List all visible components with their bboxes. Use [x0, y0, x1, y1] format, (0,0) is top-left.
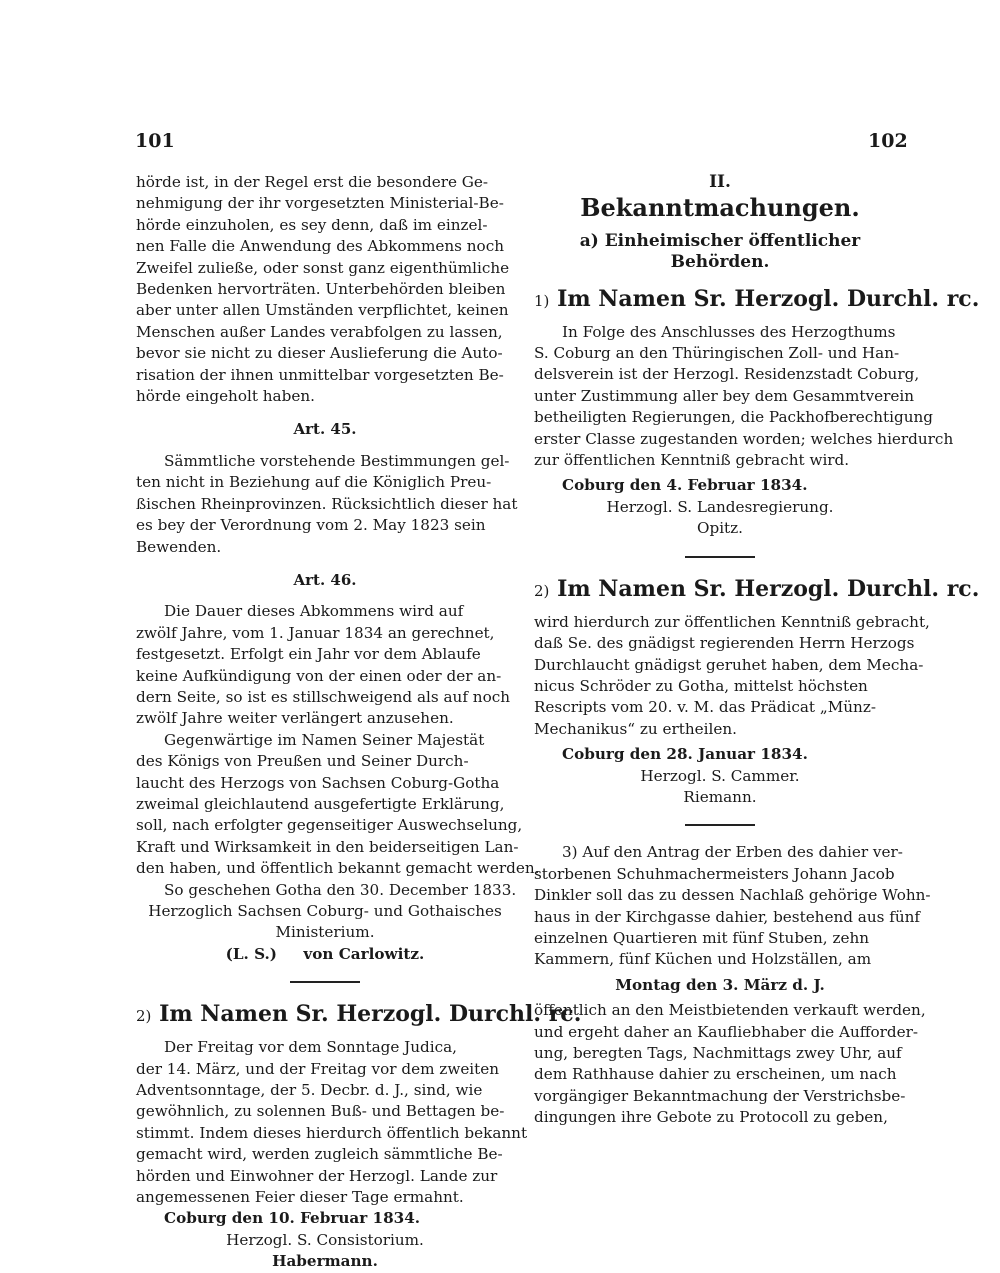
- text-line: wird hierdurch zur öffentlichen Kenntniß gebracht,: [534, 612, 930, 631]
- text-line: betheiligten Regierungen, die Packhofberechtigung: [534, 408, 933, 427]
- text-line: zwölf Jahre weiter verlängert anzusehen.: [136, 709, 454, 728]
- right-paragraph-3: [534, 842, 931, 970]
- text-line: Gegenwärtige im Namen Seiner Majestät: [164, 730, 485, 749]
- text-line: Menschen außer Landes verabfolgen zu lassen,: [136, 322, 503, 341]
- text-line: Mechanikus“ zu ertheilen.: [534, 719, 737, 738]
- subsection-title: a) Einheimischer öffentlicher Behörden.: [579, 230, 861, 273]
- text-line: storbenen Schuhmachermeisters Johann Jacob: [534, 864, 895, 883]
- text-line: In Folge des Anschlusses des Herzogthums: [562, 322, 896, 341]
- heading-number: 2): [136, 1007, 152, 1026]
- text-line: der 14. März, und der Freitag vor dem zweiten: [136, 1059, 500, 1078]
- text-line: haus in der Kirchgasse dahier, bestehend aus fünf: [534, 907, 921, 926]
- text-line: unter Zustimmung aller bey dem Gesammtverein: [534, 386, 914, 405]
- text-line: es bey der Verordnung vom 2. May 1823 sein: [136, 516, 486, 535]
- landesregierung-signature: [534, 475, 906, 539]
- ministry-signature: [136, 901, 514, 944]
- text-line: hörde einzuholen, es sey denn, daß im einzel-: [136, 215, 488, 234]
- text-line: angemessenen Feier dieser Tage ermahnt.: [136, 1188, 464, 1207]
- text-line: laucht des Herzogs von Sachsen Coburg-Gotha: [136, 773, 500, 792]
- text-line: Kraft und Wirksamkeit in den beiderseitigen Lan-: [136, 837, 519, 856]
- text-line: zweimal gleichlautend ausgefertigte Erklärung,: [136, 794, 505, 813]
- text-line: einzelnen Quartieren mit fünf Stuben, zehn: [534, 928, 870, 947]
- text-line: nen Falle die Anwendung des Abkommens noch: [136, 237, 504, 256]
- text-line: den haben, und öffentlich bekannt gemacht werden.: [136, 859, 540, 878]
- text-line: Ministerium.: [275, 923, 375, 942]
- section-number: II.: [709, 172, 731, 192]
- heading-text: Im Namen Sr. Herzogl. Durchl. rc.: [557, 575, 980, 602]
- announcement-heading-2-left: [136, 999, 582, 1031]
- text-line: Herzogl. S. Landesregierung.: [606, 497, 834, 516]
- text-line: gemacht wird, werden zugleich sämmtliche Be-: [136, 1145, 503, 1164]
- text-line: (L. S.) von Carlowitz.: [225, 944, 425, 963]
- page-number-right: 102: [868, 130, 908, 152]
- text-line: aber unter allen Umständen verpflichtet, keinen: [136, 301, 509, 320]
- text-line: 3) Auf den Antrag der Erben des dahier ver-: [562, 843, 903, 862]
- text-line: dem Rathhause dahier zu erscheinen, um nach: [534, 1065, 897, 1084]
- text-line: dingungen ihre Gebote zu Protocoll zu geben,: [534, 1108, 888, 1127]
- text-line: S. Coburg an den Thüringischen Zoll- und Han-: [534, 344, 900, 363]
- text-line: Kammern, fünf Küchen und Holzställen, am: [534, 950, 872, 969]
- right-paragraph-2: [534, 612, 930, 740]
- place-date-line: [136, 880, 517, 901]
- text-line: Sämmtliche vorstehende Bestimmungen gel-: [164, 451, 510, 470]
- text-line: Die Dauer dieses Abkommens wird auf: [164, 602, 464, 621]
- text-line: Coburg den 28. Januar 1834.: [562, 745, 808, 764]
- heading-number: 1): [534, 291, 550, 310]
- text-line: Coburg den 10. Februar 1834.: [164, 1209, 421, 1228]
- text-line: Durchlaucht gnädigst geruhet haben, dem Mecha-: [534, 655, 924, 674]
- text-line: Dinkler soll das zu dessen Nachlaß gehörige Wohn-: [534, 886, 931, 905]
- right-paragraph-4: [534, 1000, 926, 1128]
- announcement-heading-1: [534, 284, 980, 316]
- right-paragraph-1: [534, 322, 954, 472]
- text-line: des Königs von Preußen und Seiner Durch-: [136, 752, 469, 771]
- text-line: Riemann.: [683, 787, 757, 806]
- cammer-signature: [534, 744, 906, 808]
- left-paragraph-5: [136, 1037, 528, 1208]
- text-line: festgesetzt. Erfolgt ein Jahr vor dem Ablaufe: [136, 645, 481, 664]
- text-line: keine Aufkündigung von der einen oder der an-: [136, 666, 502, 685]
- text-line: So geschehen Gotha den 30. December 1833.: [164, 880, 517, 899]
- text-line: delsverein ist der Herzogl. Residenzstadt Coburg,: [534, 365, 920, 384]
- left-paragraph-1: [136, 172, 514, 407]
- text-line: stimmt. Indem dieses hierdurch öffentlich bekannt: [136, 1123, 528, 1142]
- text-line: erster Classe zugestanden worden; welches hierdurch: [534, 429, 954, 448]
- left-paragraph-4: [136, 730, 540, 880]
- text-line: Bedenken hervorträten. Unterbehörden bleiben: [136, 280, 506, 299]
- right-column: [534, 172, 980, 1129]
- text-line: gewöhnlich, zu solennen Buß- und Bettagen be-: [136, 1102, 505, 1121]
- text-line: hörde ist, in der Regel erst die besondere Ge-: [136, 173, 489, 191]
- text-line: dern Seite, so ist es stillschweigend als auf noch: [136, 687, 510, 706]
- text-line: bevor sie nicht zu dieser Auslieferung die Auto-: [136, 344, 503, 363]
- text-line: Bewenden.: [136, 537, 222, 556]
- text-line: und ergeht daher an Kaufliebhaber die Aufforder-: [534, 1022, 919, 1041]
- heading-number: 2): [534, 581, 550, 600]
- text-line: ten nicht in Beziehung auf die Königlich Preu-: [136, 473, 492, 492]
- divider-rule: [290, 981, 360, 983]
- seal-line: [136, 944, 514, 965]
- left-paragraph-2: [136, 451, 518, 558]
- heading-text: Im Namen Sr. Herzogl. Durchl. rc.: [159, 1001, 582, 1028]
- text-line: öffentlich an den Meistbietenden verkauft werden,: [534, 1001, 926, 1020]
- text-line: Habermann.: [272, 1252, 378, 1271]
- left-paragraph-3: [136, 601, 514, 729]
- text-line: Montag den 3. März d. J.: [615, 975, 825, 994]
- auction-date: [534, 975, 906, 996]
- left-column: [136, 172, 582, 1273]
- text-line: Herzogl. S. Consistorium.: [226, 1230, 424, 1249]
- article-heading-46: Art. 46.: [293, 570, 357, 589]
- section-title: Bekanntmachungen.: [580, 193, 860, 223]
- text-line: Zweifel zuließe, oder sonst ganz eigenthümliche: [136, 258, 510, 277]
- text-line: hörden und Einwohner der Herzogl. Lande zur: [136, 1166, 498, 1185]
- text-line: daß Se. des gnädigst regierenden Herrn Herzogs: [534, 634, 915, 653]
- text-line: ung, beregten Tags, Nachmittags zwey Uhr, auf: [534, 1044, 902, 1062]
- text-line: nehmigung der ihr vorgesetzten Ministerial-Be-: [136, 194, 504, 213]
- text-line: Coburg den 4. Februar 1834.: [562, 476, 808, 495]
- divider-rule: [685, 556, 755, 558]
- announcement-heading-2-right: [534, 574, 980, 606]
- text-line: ßischen Rheinprovinzen. Rücksichtlich dieser hat: [136, 494, 518, 513]
- consistorium-signature: [136, 1208, 514, 1272]
- text-line: Rescripts vom 20. v. M. das Prädicat „Münz-: [534, 698, 876, 717]
- text-line: Der Freitag vor dem Sonntage Judica,: [164, 1038, 457, 1057]
- divider-rule: [685, 824, 755, 826]
- text-line: Opitz.: [697, 519, 743, 538]
- text-line: Herzoglich Sachsen Coburg- und Gothaisches: [148, 902, 502, 920]
- text-line: risation der ihnen unmittelbar vorgesetzten Be-: [136, 365, 504, 384]
- text-line: vorgängiger Bekanntmachung der Verstrichsbe-: [534, 1086, 906, 1105]
- heading-text: Im Namen Sr. Herzogl. Durchl. rc.: [557, 285, 980, 312]
- text-line: soll, nach erfolgter gegenseitiger Auswechselung,: [136, 816, 523, 835]
- article-heading-45: Art. 45.: [293, 420, 357, 439]
- text-line: Adventsonntage, der 5. Decbr. d. J., sind, wie: [136, 1081, 483, 1100]
- text-line: zwölf Jahre, vom 1. Januar 1834 an gerechnet,: [136, 623, 495, 642]
- text-line: zur öffentlichen Kenntniß gebracht wird.: [534, 451, 850, 470]
- text-line: Herzogl. S. Cammer.: [640, 766, 800, 785]
- text-line: nicus Schröder zu Gotha, mittelst höchsten: [534, 676, 868, 695]
- page-number-left: 101: [135, 130, 175, 152]
- text-line: hörde eingeholt haben.: [136, 387, 315, 406]
